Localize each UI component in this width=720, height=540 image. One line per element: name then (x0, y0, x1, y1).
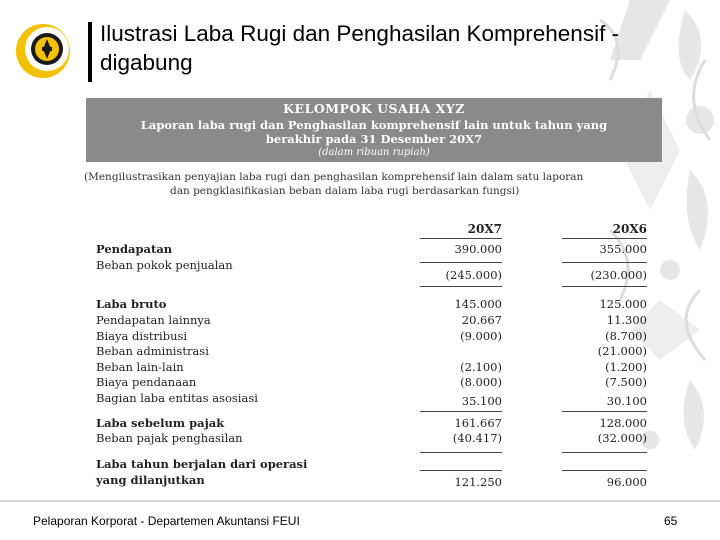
row-value-20x6: (8.700) (605, 329, 647, 343)
title-accent-bar (88, 22, 92, 82)
subtotal-line (562, 286, 647, 287)
university-logo (14, 22, 72, 80)
row-value-20x7: 35.100 (461, 394, 502, 408)
footer-text: Pelaporan Korporat - Departemen Akuntansi FEUI (33, 514, 300, 528)
row-value-20x7: (40.417) (452, 431, 502, 445)
row-value-20x6: 128.000 (599, 416, 647, 430)
row-value-20x7: (9.000) (460, 329, 502, 343)
subtotal-line (420, 286, 502, 287)
row-value-20x6: (32.000) (597, 431, 647, 445)
subtotal-line (420, 262, 502, 263)
note-line2: dan pengklasifikasian beban dalam laba rugi berdasarkan fungsi) (170, 185, 520, 197)
row-label: Pendapatan lainnya (96, 313, 211, 327)
row-value-20x7: (8.000) (460, 375, 502, 389)
row-label: Bagian laba entitas asosiasi (96, 391, 258, 405)
row-value-20x7: 161.667 (454, 416, 502, 430)
header-underline-20x6 (562, 238, 647, 239)
row-value-20x7: 121.250 (454, 475, 502, 489)
subtotal-line (562, 411, 647, 412)
subtotal-line (562, 452, 647, 453)
footer-divider (0, 500, 720, 502)
subtotal-line (420, 470, 502, 471)
unit-note: (dalam ribuan rupiah) (318, 147, 430, 158)
row-label: Beban administrasi (96, 344, 209, 358)
row-value-20x7: (2.100) (460, 360, 502, 374)
row-label: Beban lain-lain (96, 360, 184, 374)
column-header-20x7: 20X7 (467, 222, 502, 236)
row-label: Laba tahun berjalan dari operasi (96, 457, 308, 471)
row-value-20x6: (1.200) (605, 360, 647, 374)
row-value-20x6: 96.000 (606, 475, 647, 489)
statement-header (86, 98, 662, 162)
row-value-20x6: (7.500) (605, 375, 647, 389)
row-value-20x6: 11.300 (606, 313, 647, 327)
page-number: 65 (664, 514, 678, 528)
subtotal-line (420, 411, 502, 412)
row-label: Biaya pendanaan (96, 375, 197, 389)
statement-heading-line2: berakhir pada 31 Desember 20X7 (265, 132, 483, 146)
row-value-20x7: 145.000 (454, 297, 502, 311)
row-value-20x7: (245.000) (445, 268, 502, 282)
row-value-20x6: 30.100 (606, 394, 647, 408)
company-name: KELOMPOK USAHA XYZ (283, 101, 465, 116)
row-value-20x6: (230.000) (590, 268, 647, 282)
subtotal-line (562, 470, 647, 471)
column-header-20x6: 20X6 (612, 222, 647, 236)
subtotal-line (420, 452, 502, 453)
row-label: Pendapatan (96, 242, 173, 256)
subtotal-line (562, 262, 647, 263)
row-value-20x6: (21.000) (597, 344, 647, 358)
slide-title: Ilustrasi Laba Rugi dan Penghasilan Komprehensif - digabung (100, 21, 620, 75)
row-label: Biaya distribusi (96, 329, 188, 343)
row-label-continued: yang dilanjutkan (96, 473, 205, 487)
row-label: Laba bruto (96, 297, 167, 311)
header-underline-20x7 (420, 238, 502, 239)
row-value-20x6: 355.000 (599, 242, 647, 256)
row-value-20x6: 125.000 (599, 297, 647, 311)
statement-heading-line1: Laporan laba rugi dan Penghasilan komprehensif lain untuk tahun yang (140, 118, 608, 132)
row-label: Laba sebelum pajak (96, 416, 225, 430)
row-value-20x7: 390.000 (454, 242, 502, 256)
statement-note (84, 170, 664, 198)
note-line1: (Mengilustrasikan penyajian laba rugi dan penghasilan komprehensif lain dalam satu laporan (84, 171, 584, 183)
row-value-20x7: 20.667 (461, 313, 502, 327)
row-label: Beban pajak penghasilan (96, 431, 243, 445)
row-label: Beban pokok penjualan (96, 258, 233, 272)
